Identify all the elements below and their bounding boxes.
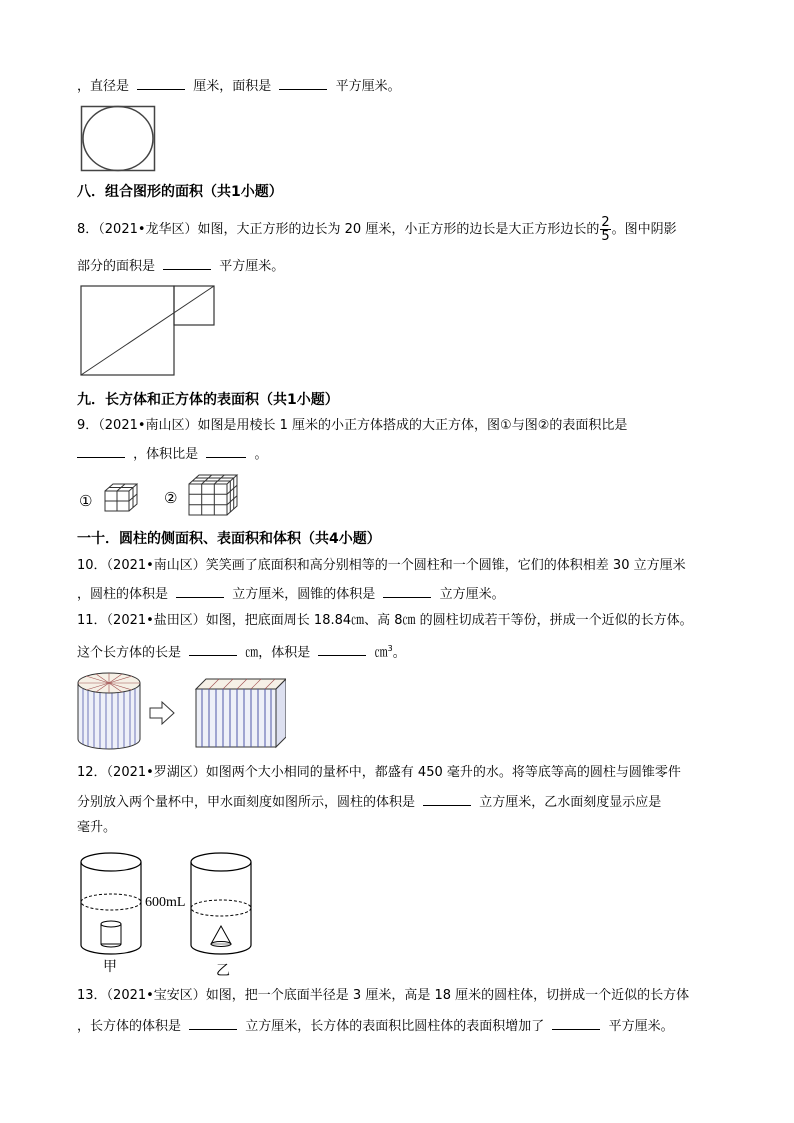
q7-line [77, 76, 401, 96]
q8-large-square [81, 286, 174, 375]
q9-text-2a: ，体积比是 [133, 447, 199, 462]
q12-blank-cylinder-volume[interactable] [423, 792, 471, 806]
q8-fraction-denominator: 5 [601, 229, 610, 244]
q11-transform-arrow-icon [150, 702, 174, 724]
q8-text-prefix: 8．（2021•龙华区）如图，大正方形的边长为 20 厘米，小正方形的边长是大正方形边长的 [77, 222, 600, 237]
q12-text-2a: 分别放入两个量杯中，甲水面刻度如图所示，圆柱的体积是 [77, 795, 416, 810]
q12-text-2b: 立方厘米，乙水面刻度显示应是 [479, 795, 662, 810]
q13-line-2 [77, 1016, 674, 1036]
q10-line-1: 10．（2021•南山区）笑笑画了底面积和高分别相等的一个圆柱和一个圆锥，它们的体积相差 30 立方厘米 [77, 558, 686, 573]
q12-line-1: 12．（2021•罗湖区）如图两个大小相同的量杯中，都盛有 450 毫升的水。将等底等高的圆柱与圆锥零件 [77, 765, 681, 780]
q8-blank-area[interactable] [163, 256, 211, 270]
q12-cup-jia-label: 甲 [103, 959, 117, 975]
q11-blank-volume[interactable] [318, 642, 366, 656]
q7-text-1: ，直径是 [77, 79, 130, 94]
q11-unit-exponent: 3 [387, 644, 393, 653]
q8-text-suffix: 。图中阴影 [611, 222, 677, 237]
q7-circle [83, 107, 153, 171]
q8-squares-figure [80, 285, 218, 377]
q11-cylinder [78, 673, 140, 749]
q9-blank-volume-ratio[interactable] [206, 444, 246, 458]
section-8-heading: 八．组合图形的面积（共1小题） [77, 184, 283, 200]
q11-blank-length[interactable] [189, 642, 237, 656]
q10-blank-cylinder-volume[interactable] [176, 584, 224, 598]
q8-text-2a: 部分的面积是 [77, 259, 156, 274]
q10-text-2c: 立方厘米。 [439, 587, 505, 602]
section-10-heading: 一十．圆柱的侧面积、表面积和体积（共4小题） [77, 531, 381, 547]
q7-blank-area[interactable] [279, 76, 327, 90]
q11-line-1: 11．（2021•盐田区）如图，把底面周长 18.84㎝、高 8㎝ 的圆柱切成若干等份，拼成一个近似的长方体。 [77, 613, 693, 628]
q8-diagonal-line [81, 286, 214, 375]
q11-cuboid [196, 679, 286, 747]
q9-figure-2-label: ② [164, 489, 178, 507]
q10-text-2a: ，圆柱的体积是 [77, 587, 169, 602]
q13-text-2c: 平方厘米。 [608, 1019, 674, 1034]
q7-text-2: 厘米，面积是 [193, 79, 272, 94]
q12-water-mark-label: 600mL [145, 895, 186, 910]
q10-text-2b: 立方厘米，圆锥的体积是 [232, 587, 376, 602]
q13-text-2b: 立方厘米，长方体的表面积比圆柱体的表面积增加了 [245, 1019, 545, 1034]
q7-square-circle-figure [80, 105, 158, 173]
q9-cube-2x2-figure [104, 483, 138, 513]
q13-text-2a: ，长方体的体积是 [77, 1019, 182, 1034]
q9-line-2 [77, 444, 267, 464]
q9-line-1: 9．（2021•南山区）如图是用棱长 1 厘米的小正方体搭成的大正方体，图①与图②的表面积比是 [77, 418, 628, 433]
q12-cup-yi-label: 乙 [216, 963, 230, 979]
q8-small-square [174, 286, 214, 325]
q9-figure-1-label: ① [79, 492, 93, 510]
q11-cylinder-to-cuboid-figure [76, 671, 286, 751]
q10-blank-cone-volume[interactable] [383, 584, 431, 598]
q8-fraction-numerator: 2 [601, 215, 610, 230]
q13-blank-cuboid-volume[interactable] [189, 1016, 237, 1030]
q12-cup-yi [191, 853, 251, 954]
q13-line-1: 13．（2021•宝安区）如图，把一个底面半径是 3 厘米，高是 18 厘米的圆柱体，切拼成一个近似的长方体 [77, 988, 690, 1003]
q12-line-2 [77, 792, 661, 812]
q11-text-2c: ㎝ [374, 645, 388, 661]
q8-fraction [600, 216, 610, 243]
q9-cube-3x3-figure [188, 474, 240, 516]
q11-text-2a: 这个长方体的长是 [77, 645, 182, 661]
q7-blank-diameter[interactable] [137, 76, 185, 90]
q8-line-1 [77, 216, 677, 243]
q11-text-2b: ㎝，体积是 [245, 645, 311, 661]
q11-line-2 [77, 640, 406, 662]
q8-text-2b: 平方厘米。 [219, 259, 285, 274]
q12-cup-jia [81, 853, 141, 954]
section-9-heading: 九．长方体和正方体的表面积（共1小题） [77, 392, 339, 408]
q13-blank-area-increase[interactable] [552, 1016, 600, 1030]
q10-line-2 [77, 584, 505, 604]
q9-text-2b: 。 [254, 447, 268, 462]
q12-line-3: 毫升。 [77, 820, 117, 835]
q11-text-2d: 。 [392, 645, 406, 661]
q7-text-3: 平方厘米。 [335, 79, 401, 94]
q8-line-2 [77, 256, 284, 276]
q9-blank-surface-ratio[interactable] [77, 444, 125, 458]
